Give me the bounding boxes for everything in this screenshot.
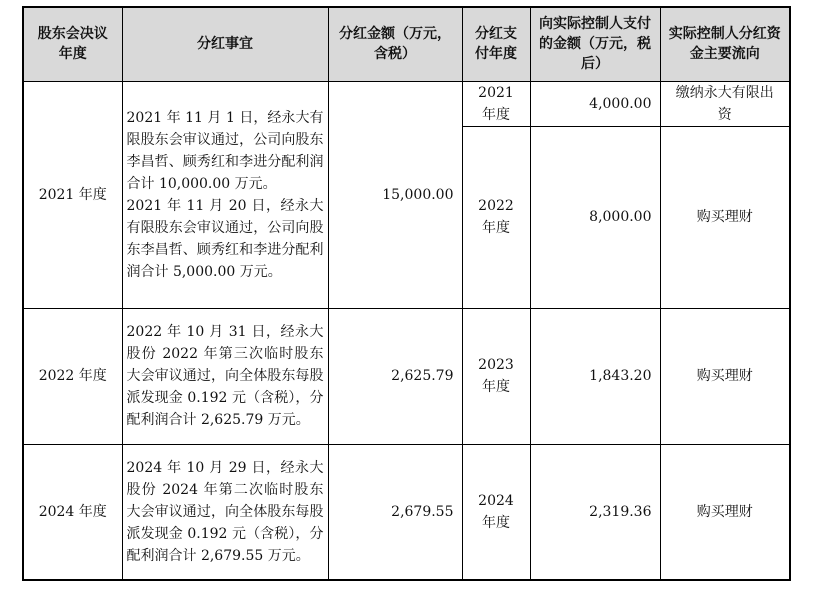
row-year: 2021 年度 — [23, 81, 122, 308]
row-usage: 购买理财 — [660, 444, 790, 580]
row-pay-year: 2024 年度 — [462, 444, 530, 580]
header-row — [23, 7, 790, 81]
header-fund-usage: 实际控制人分红资金主要流向 — [660, 7, 790, 81]
matter-paragraph: 2022 年 10 月 31 日，经永大股份 2022 年第三次临时股东大会审议通过，向全体股东每股派发现金 0.192 元（含税），分配利润合计 2,625.79 万元。 — [126, 324, 324, 428]
row-pay-year: 2023 年度 — [462, 308, 530, 444]
matter-paragraph: 2021 年 11 月 1 日，经永大有限股东会审议通过，公司向股东李昌哲、顾秀红和李进分配利润合计 10,000.00 万元。 — [126, 109, 324, 192]
row-paid: 4,000.00 — [530, 81, 660, 126]
row-matter — [122, 444, 328, 580]
row-matter — [122, 81, 328, 308]
matter-paragraph: 2021 年 11 月 20 日，经永大有限股东会审议通过，公司向股东李昌哲、顾秀红和李进分配利润合计 5,000.00 万元。 — [126, 197, 324, 280]
header-paid-amount: 向实际控制人支付的金额（万元，税后） — [530, 7, 660, 81]
row-paid: 1,843.20 — [530, 308, 660, 444]
table-row — [23, 444, 790, 580]
row-amount: 15,000.00 — [328, 81, 462, 308]
header-resolution-year: 股东会决议年度 — [23, 7, 122, 81]
row-year: 2022 年度 — [23, 308, 122, 444]
row-usage: 缴纳永大有限出资 — [660, 81, 790, 126]
table-row — [23, 308, 790, 444]
row-amount: 2,679.55 — [328, 444, 462, 580]
row-usage: 购买理财 — [660, 308, 790, 444]
row-paid: 2,319.36 — [530, 444, 660, 580]
row-matter — [122, 308, 328, 444]
row-paid: 8,000.00 — [530, 126, 660, 308]
row-amount: 2,625.79 — [328, 308, 462, 444]
row-usage: 购买理财 — [660, 126, 790, 308]
header-payment-year: 分红支付年度 — [462, 7, 530, 81]
header-dividend-amount: 分红金额（万元，含税） — [328, 7, 462, 81]
row-pay-year: 2022 年度 — [462, 126, 530, 308]
row-year: 2024 年度 — [23, 444, 122, 580]
dividend-table — [22, 6, 791, 581]
table-row — [23, 81, 790, 126]
header-dividend-matter: 分红事宜 — [122, 7, 328, 81]
matter-paragraph: 2024 年 10 月 29 日，经永大股份 2024 年第二次临时股东大会审议通过，向全体股东每股派发现金 0.192 元（含税），分配利润合计 2,679.55 万元。 — [126, 459, 324, 564]
row-pay-year: 2021 年度 — [462, 81, 530, 126]
